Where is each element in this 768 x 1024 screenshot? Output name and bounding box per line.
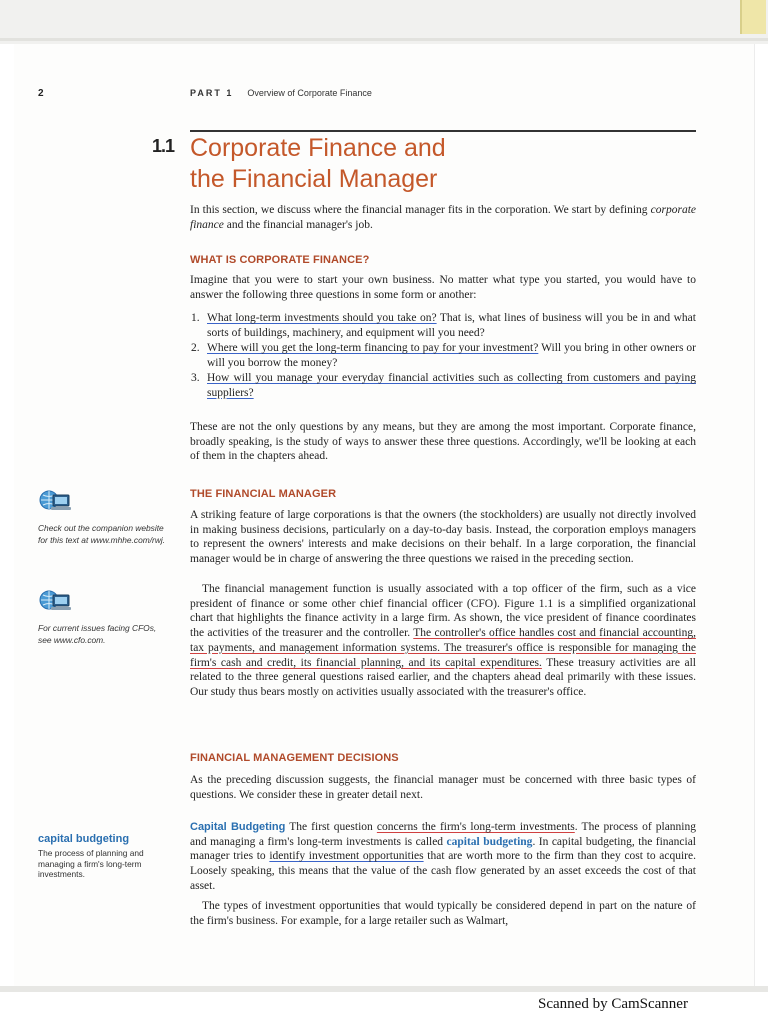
list-item: 1. What long-term investments should you take on? That is, what lines of business will you be in and what sorts of buildings, machinery, and equipment will you need? xyxy=(191,312,696,339)
globe-computer-icon xyxy=(38,588,72,614)
capital-budgeting-para: Capital Budgeting The first question concerns the firm's long-term investments. The process of planning and managing a firm's long-term investments is called capital budgeting. In capital budgeting, the financial manager tries to identify investment opportunities that are worth more to the firm than they cost to acquire. Loosely speaking, this means that the value of the cash flow generated by an asset exceeds the cost of that asset. xyxy=(190,821,697,892)
glossary-definition: The process of planning and managing a firm's long-term investments. xyxy=(38,848,144,880)
part-title: Overview of Corporate Finance xyxy=(247,88,372,98)
financial-manager-para2: The financial management function is usually associated with a top officer of the firm, such as a vice president of finance or some other chief financial officer (CFO). Figure 1.1 is a simplified organizational chart that highlights the finance activity in a large firm. As shown, the vice president of finance coordinates the activities of the treasurer and the controller. The controller's office handles cost and financial accounting, tax payments, and management information systems. The treasurer's office is responsible for managing the firm's cash and credit, its financial planning, and its capital expenditures. These treasury activities are all related to the three general questions raised earlier, and the chapters ahead deal primarily with these issues. Our study thus bears mostly on activities usually associated with the treasurer's office. xyxy=(190,583,696,698)
scanner-watermark: Scanned by CamScanner xyxy=(538,996,688,1012)
what-is-intro: Imagine that you were to start your own business. No matter what type you started, you would have to answer the following three questions in some form or another: xyxy=(190,274,696,301)
section-title-line2: the Financial Manager xyxy=(190,165,438,193)
scan-bottom-edge xyxy=(0,986,768,992)
margin-note-cfo-website: For current issues facing CFOs, see www.cfo.com. xyxy=(38,623,157,645)
section-number: 1.1 xyxy=(152,136,175,156)
section-title-line1: Corporate Finance and xyxy=(190,134,446,162)
list-item: 2. Where will you get the long-term financing to pay for your investment? Will you bring in other owners or will you borrow the money? xyxy=(191,342,697,369)
investment-opportunities-para: The types of investment opportunities that would typically be considered depend in part on the nature of the firm's business. For example, for a large retailer such as Walmart, xyxy=(190,900,696,927)
page-number: 2 xyxy=(38,88,44,99)
scan-top-edge xyxy=(0,38,768,41)
margin-note-companion-website: Check out the companion website for this text at www.mhhe.com/rwj. xyxy=(38,523,166,545)
capital-budgeting-runin: Capital Budgeting xyxy=(190,821,286,833)
part-label: PART 1 xyxy=(190,88,234,98)
financial-manager-para1: A striking feature of large corporations is that the owners (the stockholders) are usually not directly involved in making business decisions, particularly on a day-to-day basis. Instead, the corporation employs managers to represent the owners' interests and make decisions on their behalf. In a large corporation, the financial manager would be in charge of answering the three questions we raised in the preceding section. xyxy=(190,509,696,566)
capital-budgeting-keyword: capital budgeting xyxy=(446,835,533,848)
page-tab xyxy=(740,0,766,34)
three-questions-list xyxy=(190,311,696,401)
heading-financial-manager: THE FINANCIAL MANAGER xyxy=(190,488,337,500)
what-is-closing: These are not the only questions by any means, but they are among the most important. Corporate finance, broadly speaking, is the study of ways to answer these three questions. Accordingly, we'll be looking at each of them in the chapters ahead. xyxy=(190,421,696,463)
section-title xyxy=(190,133,690,195)
globe-computer-icon xyxy=(38,488,72,514)
section-rule xyxy=(190,130,696,132)
running-header xyxy=(190,88,372,98)
decisions-intro: As the preceding discussion suggests, the financial manager must be concerned with three basic types of questions. We consider these in greater detail next. xyxy=(190,774,696,801)
glossary-term: capital budgeting xyxy=(38,833,130,845)
section-intro: In this section, we discuss where the financial manager fits in the corporation. We start by defining corporate finance and the financial manager's job. xyxy=(190,204,696,231)
list-item: 3. How will you manage your everyday financial activities such as collecting from customers and paying suppliers? xyxy=(191,372,696,399)
heading-financial-management-decisions: FINANCIAL MANAGEMENT DECISIONS xyxy=(190,752,399,764)
heading-what-is-corporate-finance: WHAT IS CORPORATE FINANCE? xyxy=(190,254,370,266)
